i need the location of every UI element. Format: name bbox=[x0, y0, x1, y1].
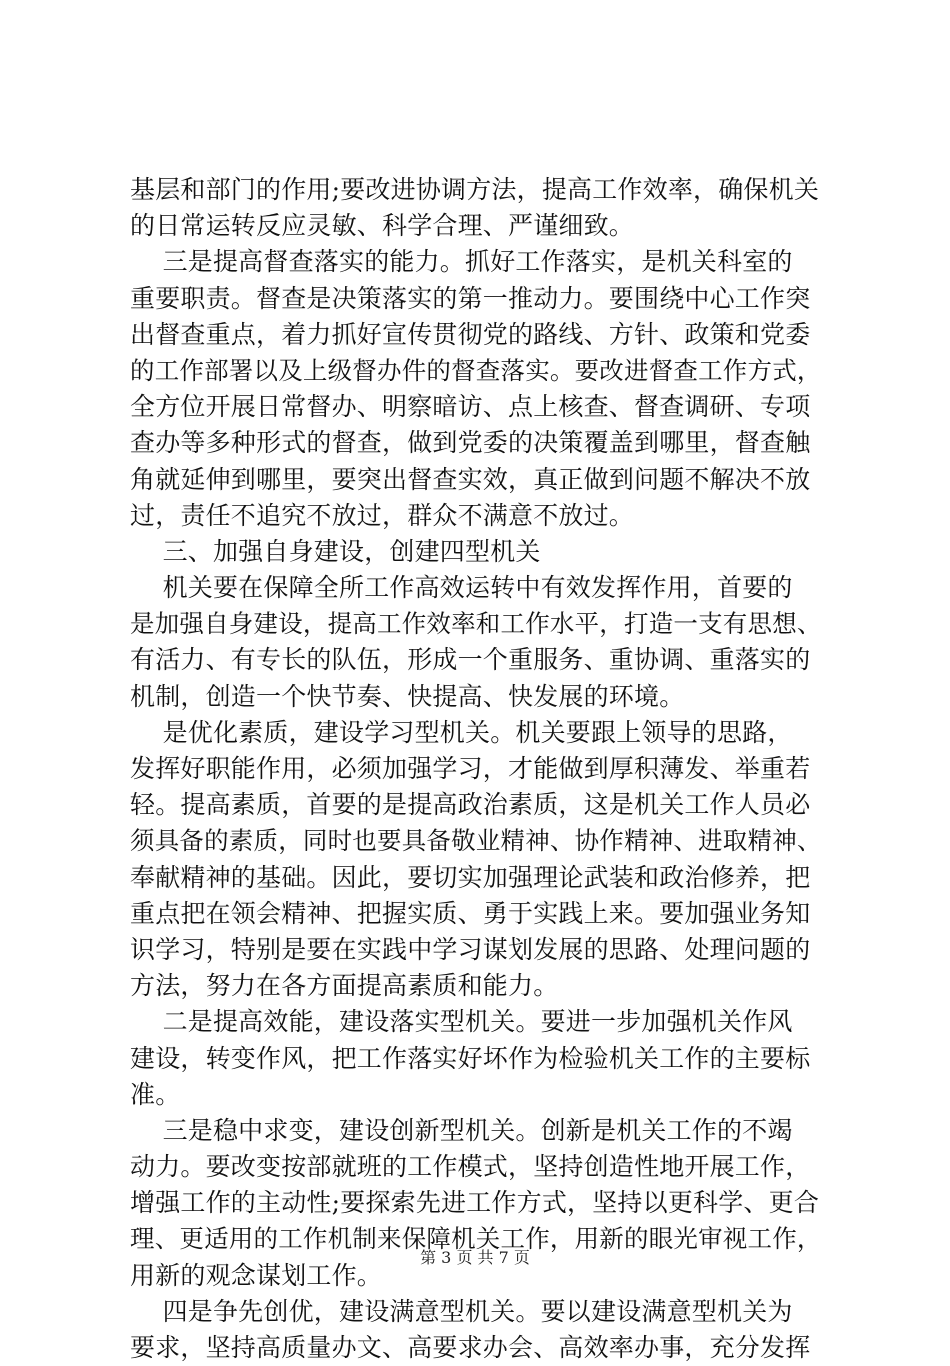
text-line: 过，责任不追究不放过，群众不满意不放过。 bbox=[130, 500, 635, 530]
text-line: 三是稳中求变，建设创新型机关。创新是机关工作的不竭 bbox=[130, 1115, 793, 1145]
text-line: 方法，努力在各方面提高素质和能力。 bbox=[130, 971, 559, 1001]
text-line: 增强工作的主动性;要探索先进工作方式，坚持以更科学、更合 bbox=[130, 1188, 820, 1218]
text-line: 是加强自身建设，提高工作效率和工作水平，打造一支有思想、 bbox=[130, 609, 822, 639]
document-body bbox=[130, 172, 830, 1366]
text-line: 机关要在保障全所工作高效运转中有效发挥作用，首要的 bbox=[130, 573, 793, 603]
text-line: 有活力、有专长的队伍，形成一个重服务、重协调、重落实的 bbox=[130, 645, 811, 675]
text-line: 四是争先创优，建设满意型机关。要以建设满意型机关为 bbox=[130, 1296, 793, 1326]
text-line: 要求，坚持高质量办文、高要求办会、高效率办事，充分发挥 bbox=[130, 1333, 811, 1362]
text-line: 建设，转变作风，把工作落实好坏作为检验机关工作的主要标 bbox=[130, 1043, 811, 1073]
text-line: 的日常运转反应灵敏、科学合理、严谨细致。 bbox=[130, 211, 635, 241]
page-footer: 第 3 页 共 7 页 bbox=[420, 1248, 530, 1267]
text-line: 机制，创造一个快节奏、快提高、快发展的环境。 bbox=[130, 681, 685, 711]
text-line: 三是提高督查落实的能力。抓好工作落实，是机关科室的 bbox=[130, 247, 793, 277]
text-line: 基层和部门的作用;要改进协调方法，提高工作效率，确保机关 bbox=[130, 175, 820, 204]
text-line: 识学习，特别是要在实践中学习谋划发展的思路、处理问题的 bbox=[130, 934, 811, 964]
text-line: 全方位开展日常督办、明察暗访、点上核查、督查调研、专项 bbox=[130, 392, 811, 422]
text-line: 轻。提高素质，首要的是提高政治素质，这是机关工作人员必 bbox=[130, 790, 811, 820]
text-line: 出督查重点，着力抓好宣传贯彻党的路线、方针、政策和党委 bbox=[130, 319, 811, 349]
text-line: 理、更适用的工作机制来保障机关工作，用新的眼光审视工作， bbox=[130, 1224, 822, 1254]
text-line: 须具备的素质，同时也要具备敬业精神、协作精神、进取精神、 bbox=[130, 826, 822, 856]
text-line: 三、加强自身建设，创建四型机关 bbox=[130, 536, 541, 566]
text-line: 发挥好职能作用，必须加强学习，才能做到厚积薄发、举重若 bbox=[130, 754, 811, 783]
text-line: 查办等多种形式的督查，做到党委的决策覆盖到哪里，督查触 bbox=[130, 428, 811, 458]
text-line: 二是提高效能，建设落实型机关。要进一步加强机关作风 bbox=[130, 1007, 793, 1037]
text-line: 动力。要改变按部就班的工作模式，坚持创造性地开展工作， bbox=[130, 1152, 811, 1182]
text-line: 准。 bbox=[130, 1079, 181, 1109]
text-line: 重要职责。督查是决策落实的第一推动力。要围绕中心工作突 bbox=[130, 283, 811, 313]
text-line: 奉献精神的基础。因此，要切实加强理论武装和政治修养，把 bbox=[130, 862, 811, 892]
text-line: 角就延伸到哪里，要突出督查实效，真正做到问题不解决不放 bbox=[130, 464, 811, 494]
text-line: 的工作部署以及上级督办件的督查落实。要改进督查工作方式， bbox=[130, 355, 822, 385]
text-line: 重点把在领会精神、把握实质、勇于实践上来。要加强业务知 bbox=[130, 898, 811, 928]
text-line: 用新的观念谋划工作。 bbox=[130, 1260, 383, 1290]
text-line: 是优化素质，建设学习型机关。机关要跟上领导的思路， bbox=[130, 717, 793, 747]
